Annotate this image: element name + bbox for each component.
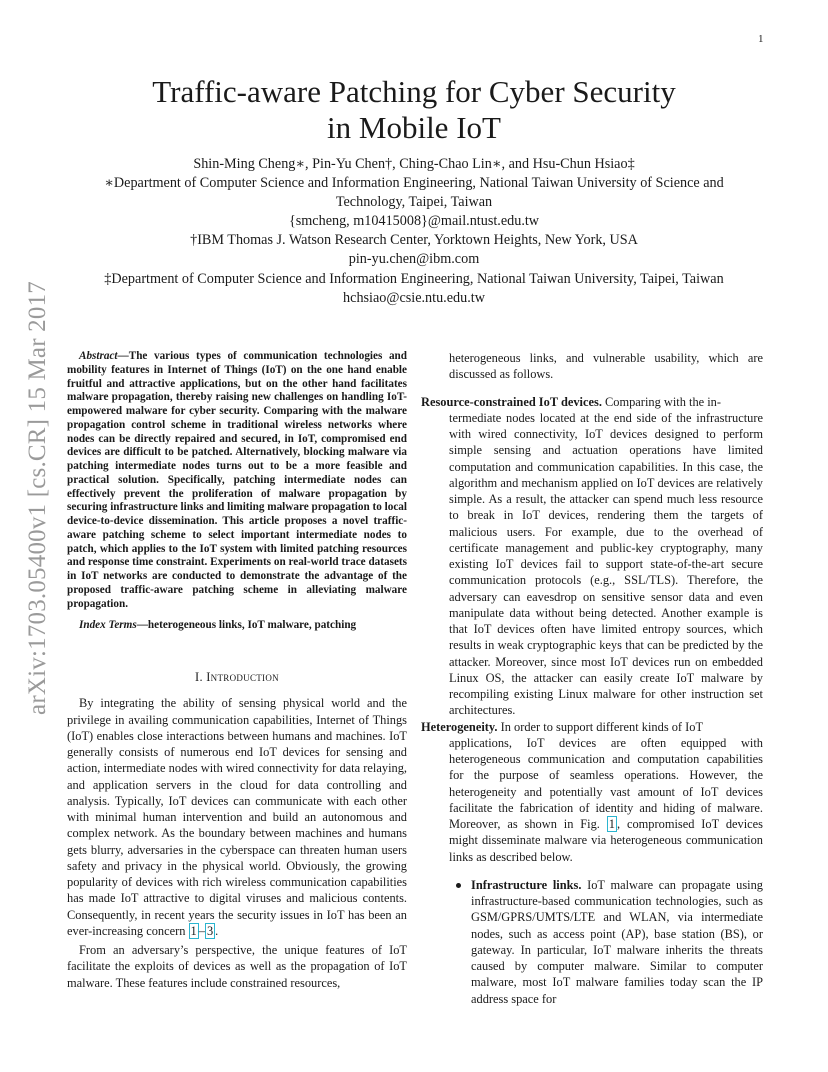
email-ibm: pin-yu.chen@ibm.com <box>348 251 480 268</box>
index-terms <box>67 619 407 633</box>
intro-paragraph-1-end: . <box>215 923 219 938</box>
heterogeneity-item <box>421 719 763 865</box>
abstract-text: —The various types of communication technologies and mobility features in Internet of Things (IoT) on the one hand enable fruitful and attractive applications, but on the other hand facilitates malware propagation, thereby raising new challenges on handling IoT-empowered malware for cyber security. Comparing with the malware propagation control scheme in traditional wireless networks where nodes can be directly repaired and secured, in IoT, compromised end devices are difficult to be patched. Alternatively, blocking malware via patching intermediate nodes turns out to be a more feasible and practical solution. Specifically, patching intermediate nodes can effectively prevent the proliferation of malware propagation by securing infrastructure links and limiting malware propagation to local device-to-device dissemination. This article proposes a novel traffic-aware patching scheme to select important intermediate nodes to patch, which applies to the IoT system with limited patching resources and response time constraint. Experiments on real-world trace datasets in IoT networks are conducted to demonstrate the advantage of the proposed traffic-aware patching scheme in alleviating malware propagation. <box>67 350 407 610</box>
abstract <box>67 350 407 611</box>
page-number: 1 <box>758 33 764 45</box>
figure-link[interactable]: 1 <box>608 817 615 831</box>
section-heading: I. Introduction <box>195 670 279 684</box>
resource-body: termediate nodes located at the end side of the infrastructure with wired connectivity, IoT devices designed to perform simple sensing and actuation operations have limited computation and communication capabilities. In this case, the algorithm and mechanism applied on IoT devices are relatively simple. As a result, the attacker can spend much less resource to break in IoT devices, rendering them the targets of malicious users. For example, due to the overhead of certificate management and public-key cryptography, many existing IoT devices fail to support state-of-the-art secure communication protocols (e.g., SSL/TLS). Therefore, the adversary can eavesdrop on sensitive sensor data and even manipulate data without being detected. Another example is that IoT devices often have limited entropy sources, which results in weak cryptographic keys that can be predicted by the attacker. Moreover, since most IoT devices run on embedded Linux OS, the attacker can easily create IoT malware by recompiling existing Linux malware for other instruction set architectures. <box>449 410 763 718</box>
affiliation-ibm: †IBM Thomas J. Watson Research Center, Yorktown Heights, New York, USA <box>190 232 638 249</box>
citation-link[interactable]: 1 <box>190 923 197 938</box>
author-block <box>60 155 768 308</box>
affiliation-ntust: ∗Department of Computer Science and Information Engineering, National Taiwan University of Science and <box>104 175 724 192</box>
intro-paragraph-1 <box>67 695 407 939</box>
title-line-2: in Mobile IoT <box>327 110 501 145</box>
email-ntust: {smcheng, m10415008}@mail.ntust.edu.tw <box>288 213 540 230</box>
author-names: Shin-Ming Cheng∗, Pin-Yu Chen†, Ching-Chao Lin∗, and Hsu-Chun Hsiao‡ <box>193 156 635 172</box>
hetero-body <box>421 735 763 865</box>
continued-paragraph <box>421 350 763 383</box>
affiliation-ntu: ‡Department of Computer Science and Information Engineering, National Taiwan University, Taipei, Taiwan <box>104 270 724 287</box>
bullet-infrastructure-links <box>451 877 763 1007</box>
arxiv-stamp <box>18 258 58 738</box>
hetero-heading: Heterogeneity. <box>421 719 498 734</box>
title-line-1: Traffic-aware Patching for Cyber Security <box>152 74 676 109</box>
hetero-body-text: applications, IoT devices are often equipped with heterogeneous communication and computation capabilities for the purpose of seamless operations. However, the heterogeneity and potentially vast amount of IoT devices facilitate the fabrication of identity and hiding of malware. Moreover, as shown in Fig. <box>449 735 763 831</box>
bullet-text: IoT malware can propagate using infrastructure-based communication technologies, such as GSM/GPRS/UMTS/LTE and WLAN, via intermediate nodes, such as access point (AP), base station (BS), or gateway. In particular, IoT malware inherits the threats caused by computer malware. Similar to computer malware, most IoT malware families today scan the IP address space for <box>471 877 764 1006</box>
paper-title <box>60 74 768 146</box>
left-column <box>67 350 407 991</box>
email-ntu: hchsiao@csie.ntu.edu.tw <box>343 289 485 306</box>
affiliation-ntust-location: Technology, Taipei, Taiwan <box>335 194 493 211</box>
abstract-label: Abstract <box>79 350 118 362</box>
arxiv-stamp-text: arXiv:1703.05400v1 [cs.CR] 15 Mar 2017 <box>24 281 51 715</box>
resource-first-line <box>421 394 763 410</box>
intro-paragraph-1-text: By integrating the ability of sensing physical world and the privilege in availing communication capabilities, Internet of Things (IoT) enables close interactions between humans and machines. IoT generally consists of numerous end IoT devices for sensing and action, intermediate nodes with wired connectivity for data relaying, and application servers in the cloud for data controlling and analysis. Typically, IoT devices can communicate with each other with minimal human intervention and build an autonomous and complex network. As the boundary between machines and humans gets blurry, adversaries in the cyberspace can threaten human users safety and privacy in the physical world. Obviously, the growing popularity of devices with rich wireless communication capabilities has made IoT attractive to digital viruses and malicious contents. Consequently, in recent years the security issues in IoT has been an ever-increasing concern <box>67 696 407 938</box>
resource-first-text: Comparing with the in- <box>601 394 721 409</box>
hetero-body-end: , compromised IoT devices might disseminate malware via heterogeneous communication links as described below. <box>449 817 763 864</box>
resource-constrained-item <box>421 394 763 719</box>
bullet-heading: Infrastructure links. <box>471 877 582 892</box>
index-terms-text: —heterogeneous links, IoT malware, patching <box>136 619 357 632</box>
hetero-first-line <box>421 719 763 735</box>
resource-heading: Resource-constrained IoT devices. <box>421 394 602 409</box>
intro-paragraph-2: From an adversary’s perspective, the unique features of IoT facilitate the exploits of devices as well as the propagation of IoT malware. These features include constrained resources, <box>67 943 407 990</box>
citation-link[interactable]: 3 <box>206 923 214 938</box>
citation-dash: – <box>198 923 205 938</box>
hetero-first-text: In order to support different kinds of IoT <box>497 719 704 734</box>
continued-text: heterogeneous links, and vulnerable usability, which are discussed as follows. <box>449 351 763 382</box>
index-terms-label: Index Terms <box>79 619 137 632</box>
right-column <box>421 350 763 1007</box>
